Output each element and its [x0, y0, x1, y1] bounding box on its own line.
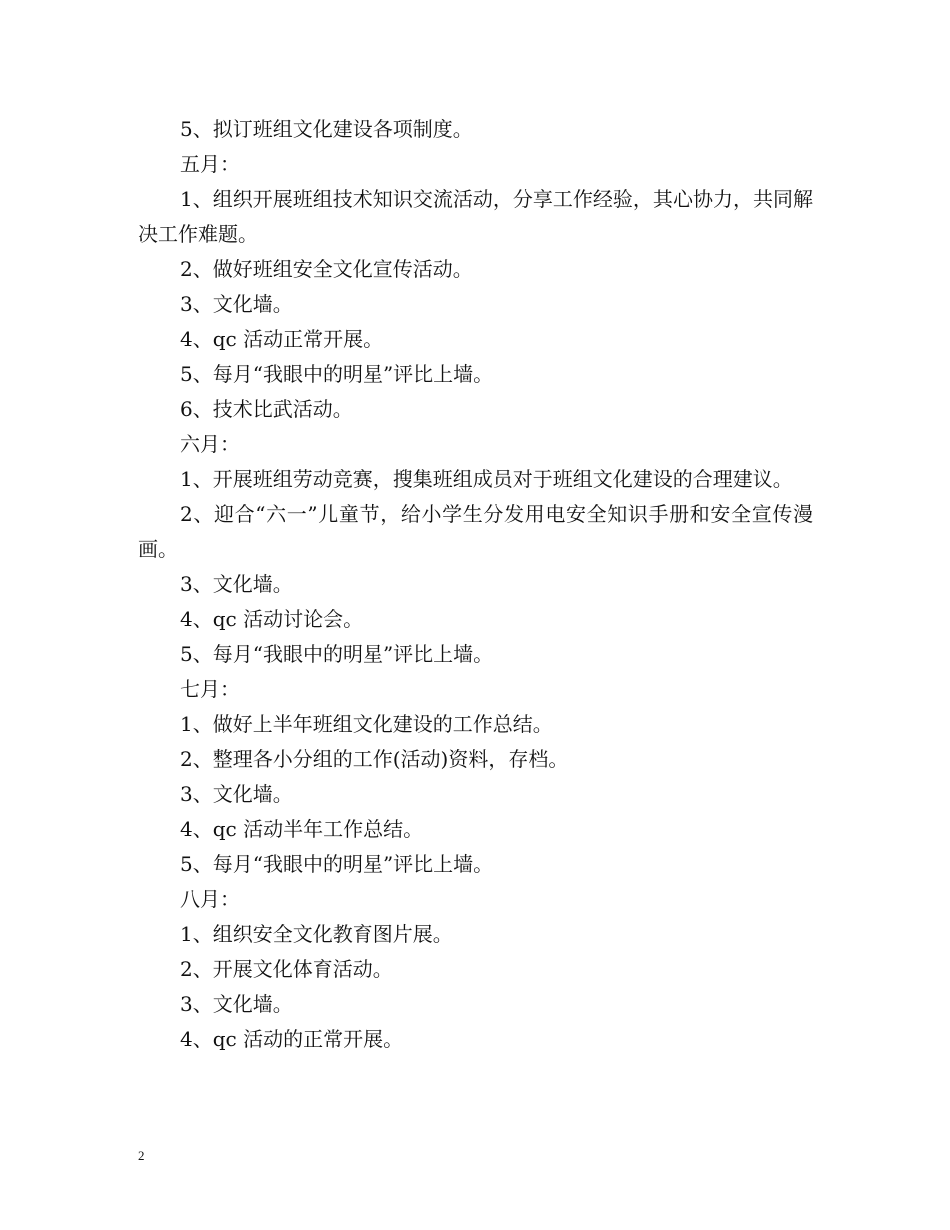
- paragraph: 5、每月“我眼中的明星”评比上墙。: [180, 362, 494, 386]
- document-body: [138, 112, 813, 1057]
- paragraph: 2、整理各小分组的工作(活动)资料，存档。: [180, 747, 569, 771]
- paragraph: 1、组织安全文化教育图片展。: [180, 922, 453, 946]
- paragraph: 4、qc 活动正常开展。: [180, 327, 384, 351]
- paragraph: 6、技术比武活动。: [180, 397, 353, 421]
- paragraph: 4、qc 活动半年工作总结。: [180, 817, 424, 841]
- paragraph: 1、开展班组劳动竞赛，搜集班组成员对于班组文化建设的合理建议。: [180, 467, 793, 491]
- paragraph: 1、组织开展班组技术知识交流活动，分享工作经验，其心协力，共同解决工作难题。: [138, 187, 813, 246]
- month-heading: 六月：: [180, 432, 240, 456]
- month-heading: 五月：: [180, 152, 240, 176]
- paragraph: 3、文化墙。: [180, 782, 293, 806]
- month-heading: 八月：: [180, 887, 240, 911]
- paragraph: 3、文化墙。: [180, 292, 293, 316]
- paragraph: 2、开展文化体育活动。: [180, 957, 393, 981]
- paragraph: 2、迎合“六一”儿童节，给小学生分发用电安全知识手册和安全宣传漫画。: [138, 502, 813, 561]
- paragraph: 4、qc 活动的正常开展。: [180, 1027, 404, 1051]
- paragraph: 2、做好班组安全文化宣传活动。: [180, 257, 473, 281]
- paragraph: 1、做好上半年班组文化建设的工作总结。: [180, 712, 553, 736]
- page-number: 2: [138, 1148, 145, 1163]
- paragraph: 3、文化墙。: [180, 992, 293, 1016]
- paragraph: 5、拟订班组文化建设各项制度。: [180, 117, 473, 141]
- paragraph: 4、qc 活动讨论会。: [180, 607, 364, 631]
- paragraph: 3、文化墙。: [180, 572, 293, 596]
- month-heading: 七月：: [180, 677, 240, 701]
- paragraph: 5、每月“我眼中的明星”评比上墙。: [180, 642, 494, 666]
- paragraph: 5、每月“我眼中的明星”评比上墙。: [180, 852, 494, 876]
